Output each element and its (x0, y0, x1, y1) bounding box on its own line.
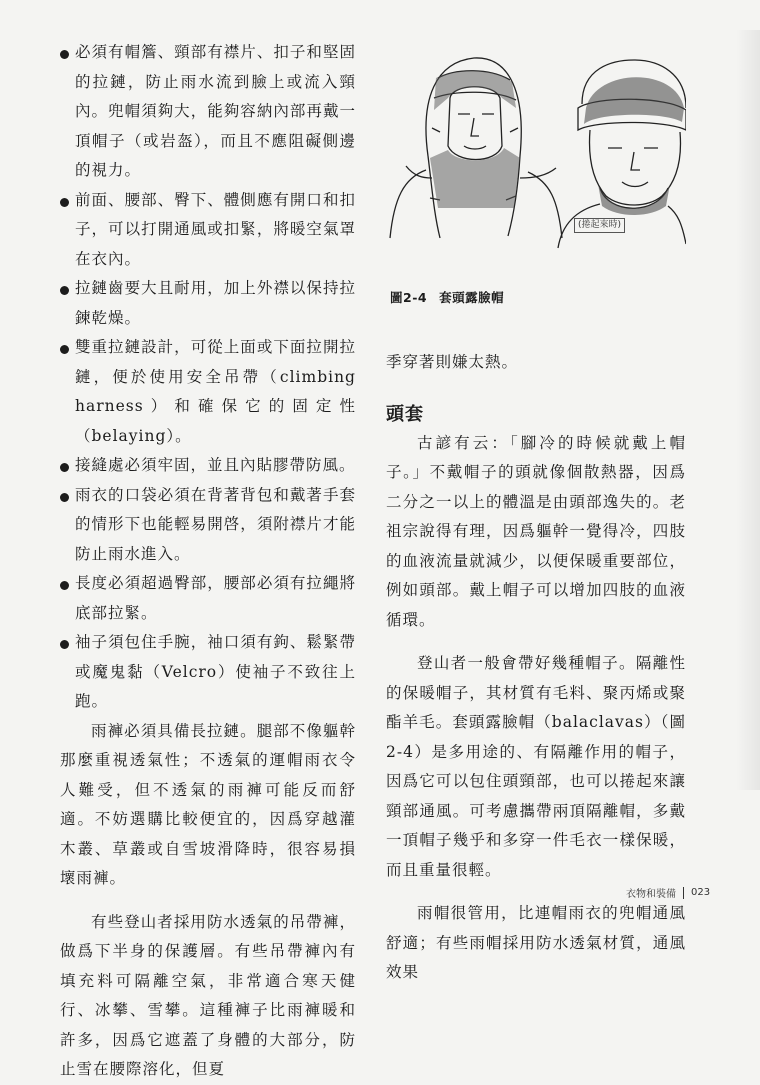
bullet-item (60, 481, 356, 570)
body-paragraph: 有些登山者採用防水透氣的吊帶褲，做爲下半身的保護層。有些吊帶褲內有填充料可隔離空氣，非常適合寒天健行、冰攀、雪攀。這種褲子比雨褲暖和許多，因爲它遮蓋了身體的大部分，防止雪在腰際溶化，但夏 (60, 912, 356, 1078)
body-paragraph: 雨褲必須具備長拉鏈。腿部不像軀幹那麼重視透氣性；不透氣的運帽雨衣令人難受，但不透氣的雨褲可能反而舒適。不妨選購比較便宜的，因爲穿越灌木叢、草叢或自雪坡滑降時，很容易損壞雨褲。 (60, 721, 356, 887)
body-paragraph: 登山者一般會帶好幾種帽子。隔離性的保暖帽子，其材質有毛料、聚丙烯或聚酯羊毛。套頭露臉帽（balaclavas）（圖2-4）是多用途的、有隔離作用的帽子，因爲它可以包住頭頸部，也可以捲起來讓頸部通風。可考慮攜帶兩頂隔離帽，多戴一頂帽子幾乎和多穿一件毛衣一樣保暖，而且重量很輕。 (386, 654, 686, 879)
bullet-text: 長度必須超過臀部，腰部必須有拉繩將底部拉緊。 (75, 574, 356, 622)
bullet-text: 拉鏈齒要大且耐用，加上外襟以保持拉鍊乾燥。 (75, 279, 356, 327)
figure-caption-number: 圖2-4 (390, 290, 428, 305)
bullet-item (60, 451, 356, 481)
footer-section-name: 衣物和裝備 (626, 889, 676, 900)
bullet-dot-icon (60, 198, 69, 207)
bullet-item (60, 569, 356, 628)
figure-caption (390, 288, 686, 306)
bullet-dot-icon (60, 286, 69, 295)
bullet-item (60, 628, 356, 717)
bullet-item (60, 274, 356, 333)
bullet-dot-icon (60, 493, 69, 502)
bullet-dot-icon (60, 640, 69, 649)
bullet-item (60, 333, 356, 451)
right-column (386, 38, 686, 988)
section-title: 頭套 (386, 403, 424, 425)
bullet-text: 袖子須包住手腕，袖口須有鉤、鬆緊帶或魔鬼黏（Velcro）使袖子不致往上跑。 (75, 633, 356, 710)
bullet-dot-icon (60, 345, 69, 354)
body-paragraph: 雨帽很管用，比連帽雨衣的兜帽通風舒適；有些雨帽採用防水透氣材質，通風效果 (386, 904, 686, 981)
left-column (60, 38, 356, 1085)
bullet-dot-icon (60, 581, 69, 590)
page-footer (626, 885, 710, 900)
bullet-item (60, 38, 356, 186)
body-paragraph: 古諺有云：「腳冷的時候就戴上帽子。」不戴帽子的頭就像個散熱器，因爲二分之一以上的體溫是由頭部逸失的。老祖宗說得有理，因爲軀幹一覺得冷，四肢的血液流量就減少，以便保暖重要部位，例如頭部。戴上帽子可以增加四肢的血液循環。 (386, 433, 686, 629)
bullet-dot-icon (60, 50, 69, 59)
bullet-item (60, 186, 356, 275)
page-number: 023 (691, 887, 711, 898)
bullet-text: 必須有帽簷、頸部有襟片、扣子和堅固的拉鏈，防止雨水流到臉上或流入頸內。兜帽須夠大，能夠容納內部再戴一頂帽子（或岩盔），而且不應阻礙側邊的視力。 (75, 43, 356, 179)
figure-illustration (386, 38, 686, 262)
figure-caption-title: 套頭露臉帽 (439, 290, 505, 305)
bullet-text: 前面、腰部、臀下、體側應有開口和扣子，可以打開通風或扣緊，將暖空氣罩在衣內。 (75, 190, 356, 268)
carryover-text: 季穿著則嫌太熱。 (386, 353, 519, 371)
bullet-text: 雨衣的口袋必須在背著背包和戴著手套的情形下也能輕易開啓，須附襟片才能防止雨水進入。 (75, 485, 356, 563)
bullet-dot-icon (60, 463, 69, 472)
bullet-text: 接縫處必須牢固，並且內貼膠帶防風。 (75, 456, 356, 474)
footer-divider (683, 887, 684, 899)
page-edge-shadow (736, 30, 760, 790)
bullet-text: 雙重拉鏈設計，可從上面或下面拉開拉鏈，便於使用安全吊帶（climbing harness）和確保它的固定性（belaying）。 (75, 338, 356, 445)
balaclava-illustration (386, 38, 686, 262)
figure-inner-label: (捲起來時) (574, 218, 625, 233)
